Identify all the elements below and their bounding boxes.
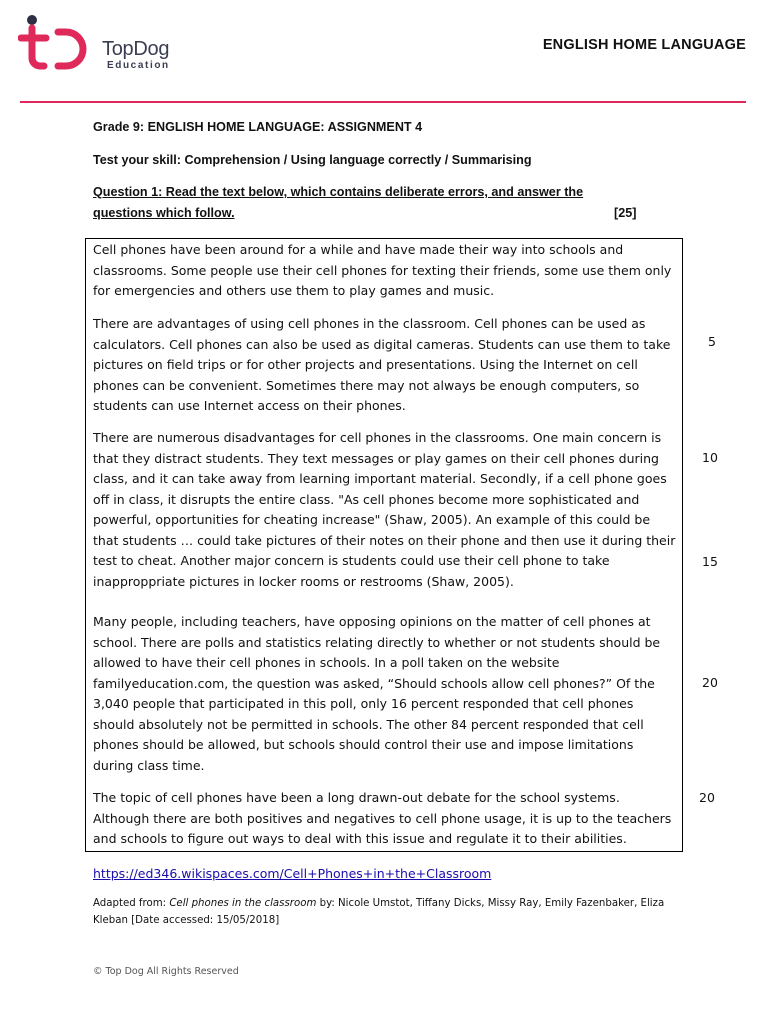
question-instruction-line2: questions which follow. [93, 206, 235, 220]
line-number: 5 [708, 334, 716, 349]
line-number: 15 [702, 554, 718, 569]
passage-line: powerful, opportunities for cheating increase" (Shaw, 2005). An example of this could be [93, 512, 651, 527]
passage-line: allowed to have their cell phones in schools. In a poll taken on the website [93, 655, 560, 670]
passage-line: should absolutely not be permitted in schools. The other 84 percent responded that cell [93, 716, 644, 732]
brand-subtitle: Education [107, 60, 170, 71]
passage-line: inapproppriate pictures in locker rooms or restrooms (Shaw, 2005). [93, 573, 514, 589]
passage-line: There are advantages of using cell phones in the classroom. Cell phones can be used as [93, 316, 646, 331]
question-marks: [25] [614, 206, 637, 220]
passage-line: class, and it can take away from learning important material. Secondly, if a cell phone goes [93, 471, 667, 486]
passage-line: phones can be convenient. Sometimes there may not always be enough computers, so [93, 377, 640, 393]
citation-prefix: Adapted from: [93, 898, 170, 909]
citation-authors: by: Nicole Umstot, Tiffany Dicks, Missy Ray, Emily Fazenbaker, Eliza [316, 898, 665, 909]
line-number: 20 [702, 675, 718, 690]
brand-name: TopDog [102, 38, 170, 60]
passage-line: There are numerous disadvantages for cell phones in the classrooms. One main concern is [93, 430, 662, 445]
passage-line: for emergencies and others use them to play games and music. [93, 283, 495, 298]
passage-line: pictures on field trips or for other projects and presentations. Using the Internet on cell [93, 357, 638, 372]
line-number: 10 [702, 450, 718, 465]
passage-line: students can use Internet access on their phones. [93, 398, 406, 413]
passage-line: off in class, it disrupts the entire class. "As cell phones become more sophisticated and [93, 491, 640, 507]
logo-mark-icon [18, 14, 88, 78]
header-divider [20, 101, 746, 103]
question-instruction-line1: Question 1: Read the text below, which contains deliberate errors, and answer the [93, 185, 584, 199]
topdog-logo [18, 14, 88, 78]
passage-line: Although there are both positives and negatives to cell phone usage, it is up to the teachers [93, 810, 672, 826]
source-link[interactable]: https://ed346.wikispaces.com/Cell+Phones+in+the+Classroom [93, 866, 492, 881]
passage-line: classrooms. Some people use their cell phones for texting their friends, some use them only [93, 262, 672, 278]
passage-paragraph-4 [93, 612, 679, 776]
passage-line: during class time. [93, 757, 205, 773]
passage-line: calculators. Cell phones can also be used as digital cameras. Students can use them to take [93, 336, 671, 352]
passage-paragraph-1 [93, 240, 679, 302]
passage-paragraph-3 [93, 428, 679, 592]
passage-paragraph-2 [93, 314, 679, 417]
line-number: 20 [699, 790, 715, 805]
passage-line: test to cheat. Another major concern is students could use their cell phone to take [93, 553, 610, 568]
copyright: © Top Dog All Rights Reserved [93, 966, 239, 977]
citation-date: Kleban [Date accessed: 15/05/2018] [93, 915, 280, 926]
assignment-title: Grade 9: ENGLISH HOME LANGUAGE: ASSIGNMENT 4 [93, 120, 423, 134]
passage-line: school. There are polls and statistics relating directly to whether or not students should be [93, 634, 661, 650]
skills-heading: Test your skill: Comprehension / Using language correctly / Summarising [93, 153, 532, 167]
passage-line: The topic of cell phones have been a long drawn-out debate for the school systems. [93, 790, 620, 805]
passage-line: 3,040 people that participated in this poll, only 16 percent responded that cell phones [93, 696, 634, 711]
passage-line: Many people, including teachers, have opposing opinions on the matter of cell phones at [93, 614, 651, 629]
passage-line: phones should be allowed, but schools should control their use and impose limitations [93, 737, 634, 752]
passage-paragraph-5 [93, 788, 679, 850]
passage-line: familyeducation.com, the question was asked, “Should schools allow cell phones?” Of the [93, 675, 655, 691]
citation-title: Cell phones in the classroom [169, 898, 317, 909]
passage-line: Cell phones have been around for a while and have made their way into schools and [93, 242, 624, 257]
citation [93, 895, 693, 929]
passage-line: that students … could take pictures of their notes on their phone and then use it during their [93, 532, 676, 548]
passage-line: and schools to figure out ways to deal with this issue and regulate it to their abilities. [93, 831, 627, 846]
document-subject: ENGLISH HOME LANGUAGE [542, 37, 746, 53]
passage-line: that they distract students. They text messages or play games on their cell phones during [93, 450, 659, 466]
